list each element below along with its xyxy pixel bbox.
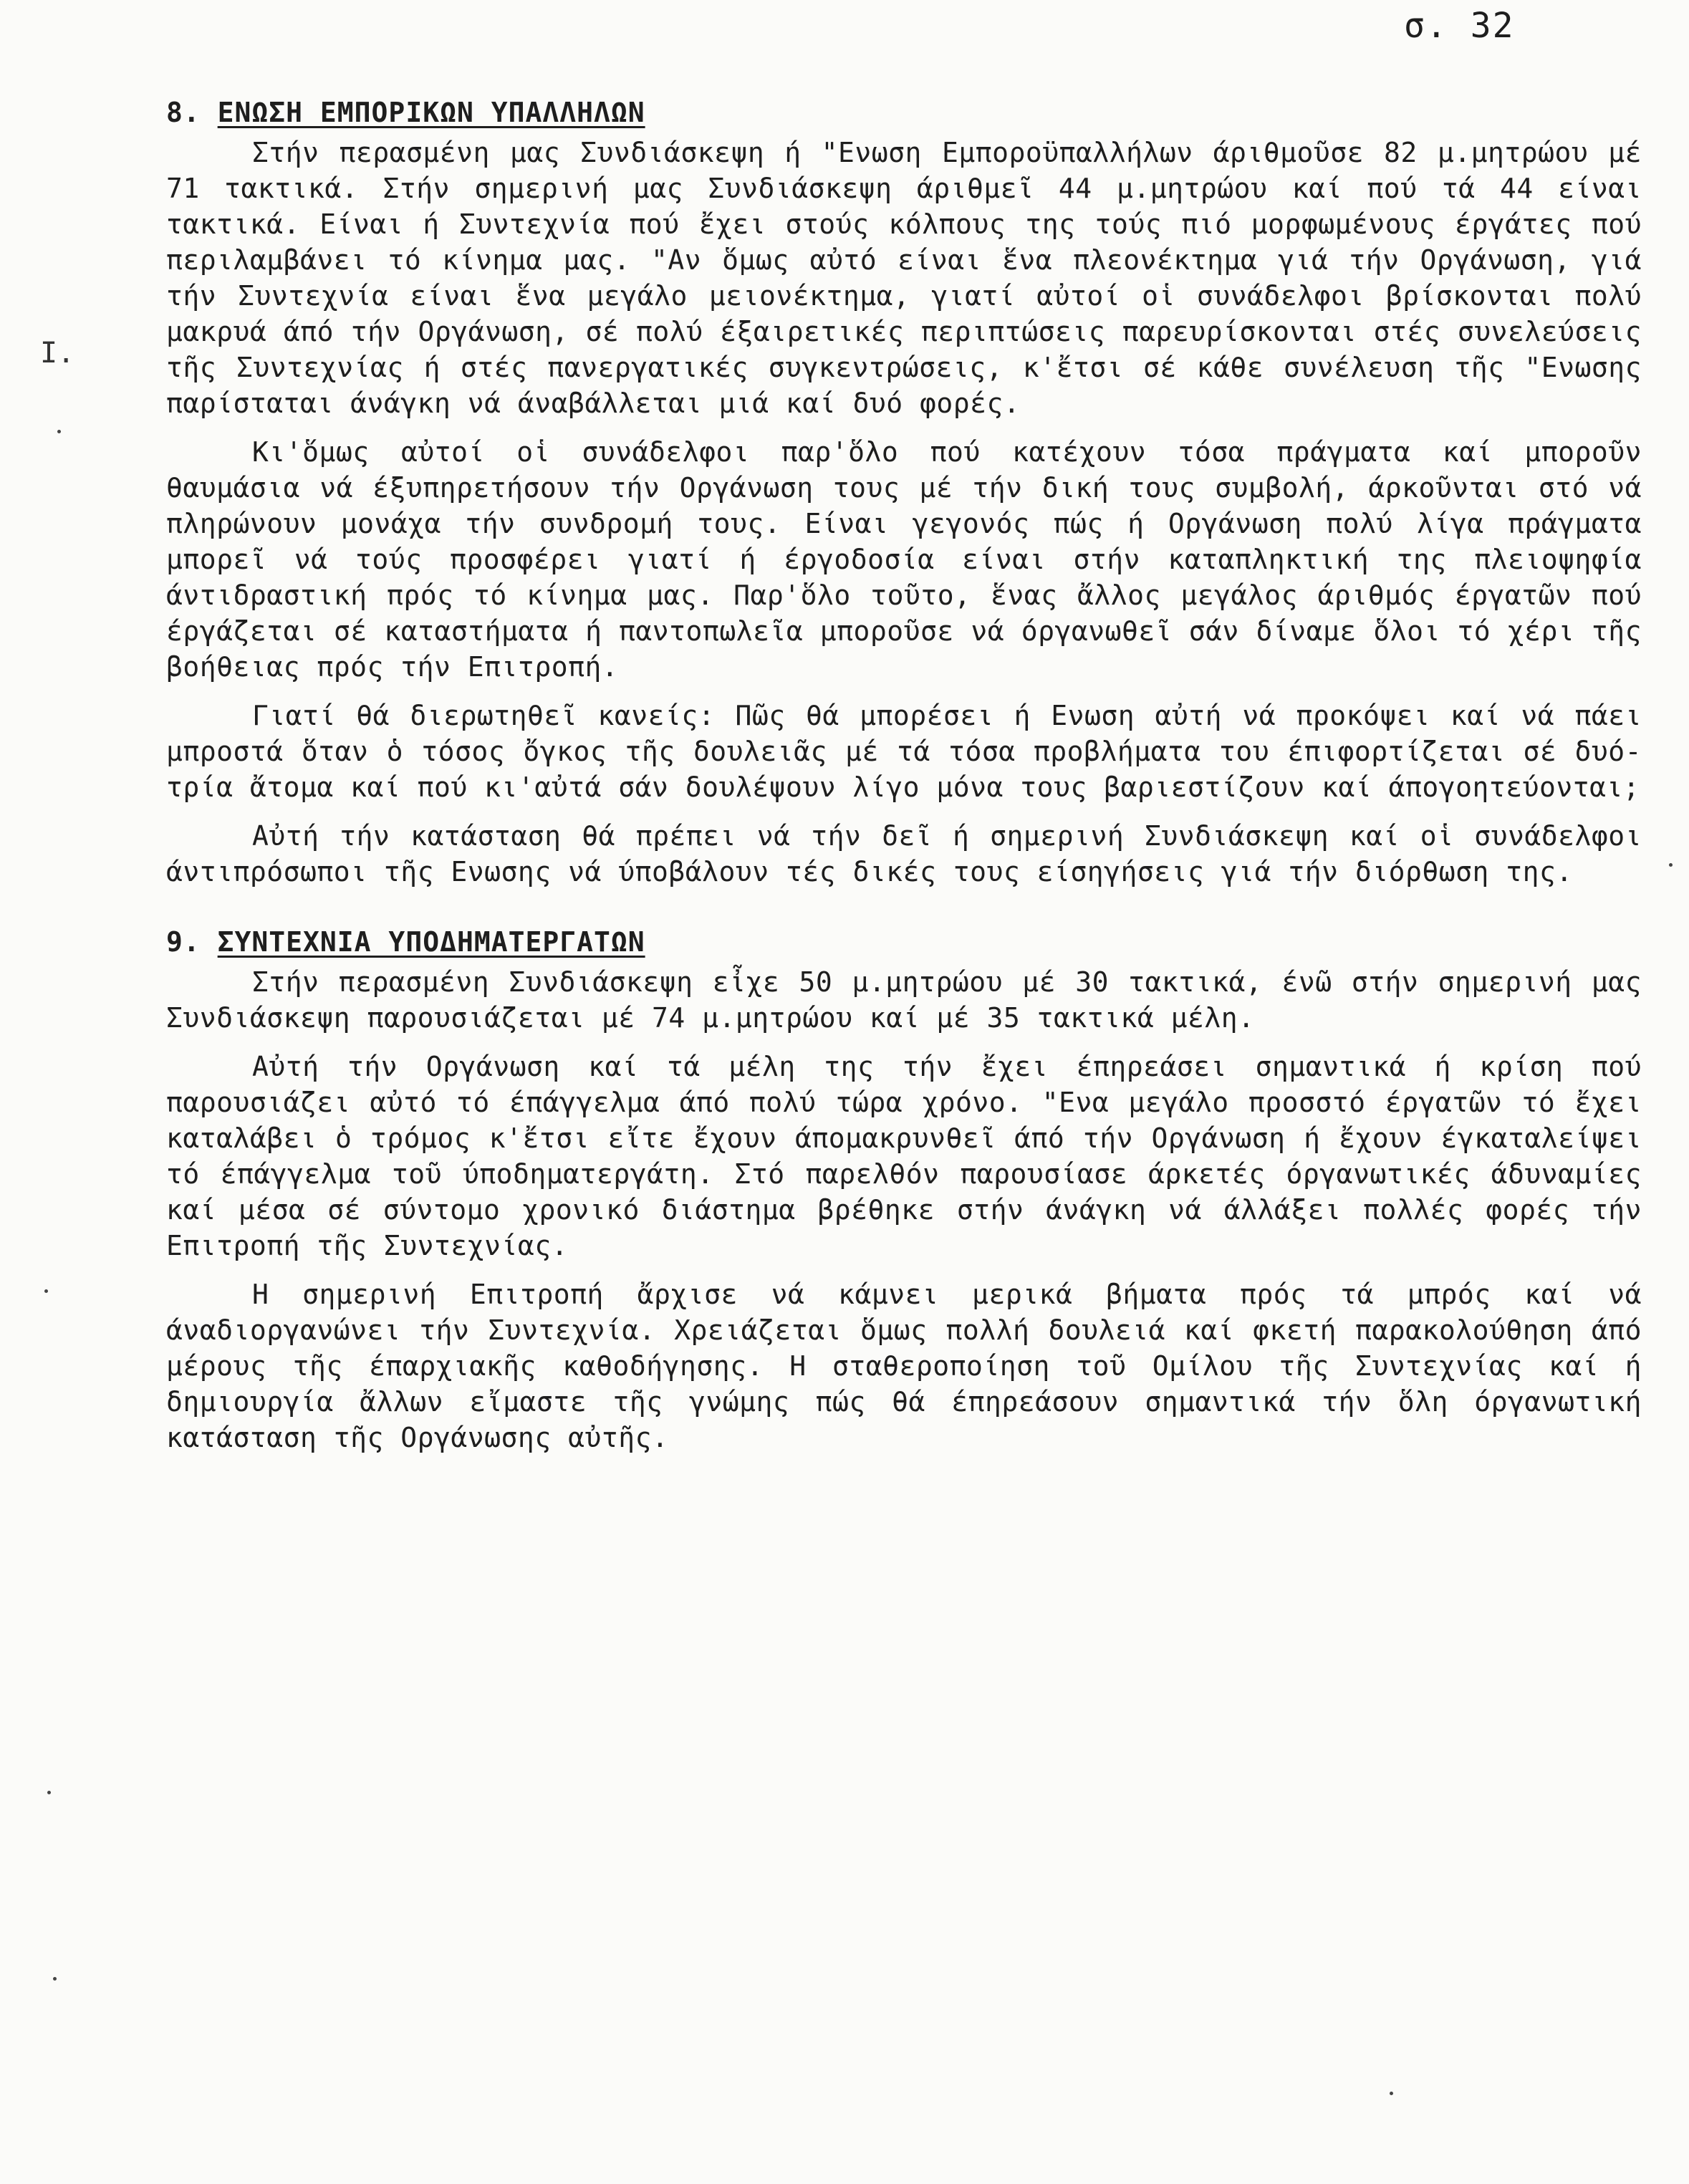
page-number: σ. 32 — [1404, 6, 1515, 46]
document-body — [166, 92, 1642, 1468]
paragraph: Στήν περασμένη μας Συνδιάσκεψη ή "Ενωση Εμποροϋπαλλήλων άριθμοῦσε 82 μ.μητρώου μέ 71 τακτικά. Στήν σημερινή μας Συνδιάσκεψη άριθμεῖ 44 μ.μητρώου καί πού τά 44 είναι τακτικά. Είναι ή Συντεχνία πού ἔχει στούς κόλπους της τούς πιό μορφωμένους έργάτες πού περιλαμβάνει τό κίνημα μας. "Αν ὅμως αὐτό είναι ἕνα πλεονέκτημα γιά τήν Οργάνωση, γιά τήν Συντεχνία είναι ἕνα μεγάλο μειονέκτημα, γιατί αὐτοί οἱ συνάδελφοι βρίσκονται πολύ μακρυά άπό τήν Οργάνωση, σέ πολύ έξαιρετικές περιπτώσεις παρευρίσκονται στές συνελεύσεις τῆς Συντεχνίας ή στές πανεργατικές συγκεντρώσεις, κ'ἔτσι σέ κάθε συνέλευση τῆς "Ενωσης παρίσταται άνάγκη νά άναβάλλεται μιά καί δυό φορές. — [166, 137, 1642, 419]
paragraph: Αὐτή τήν Οργάνωση καί τά μέλη της τήν ἔχει έπηρεάσει σημαντικά ή κρίση πού παρουσιάζει αὐτό τό έπάγγελμα άπό πολύ τώρα χρόνο. "Ενα μεγάλο προσστό έργατῶν τό ἔχει καταλάβει ὁ τρόμος κ'ἔτσι εἴτε ἔχουν άπομακρυνθεῖ άπό τήν Οργάνωση ή ἔχουν έγκαταλείψει τό έπάγγελμα τοῦ ύποδηματεργάτη. Στό παρελθόν παρουσίασε άρκετές όργανωτικές άδυναμίες καί μέσα σέ σύντομο χρονικό διάστημα βρέθηκε στήν άνάγκη νά άλλάξει πολλές φορές τήν Επιτροπή τῆς Συντεχνίας. — [166, 1051, 1642, 1261]
section-9 — [166, 921, 1642, 1456]
paragraph: Στήν περασμένη Συνδιάσκεψη εἶχε 50 μ.μητρώου μέ 30 τακτικά, ένῶ στήν σημερινή μας Συνδιάσκεψη παρουσιάζεται μέ 74 μ.μητρώου καί μέ 35 τακτικά μέλη. — [166, 966, 1642, 1034]
section-title: ΕΝΩΣΗ ΕΜΠΟΡΙΚΩΝ ΥΠΑΛΛΗΛΩΝ — [217, 97, 645, 128]
speck — [1390, 2092, 1393, 2095]
section-number: 9. — [166, 926, 201, 958]
section-title: ΣΥΝΤΕΧΝΙΑ ΥΠΟΔΗΜΑΤΕΡΓΑΤΩΝ — [217, 926, 645, 958]
speck — [44, 1289, 48, 1293]
speck — [47, 1791, 51, 1794]
speck — [57, 430, 61, 433]
speck — [53, 1977, 57, 1981]
left-margin-mark: Ι. — [40, 337, 75, 370]
paragraph: Αὐτή τήν κατάσταση θά πρέπει νά τήν δεῖ ή σημερινή Συνδιάσκεψη καί οἱ συνάδελφοι άντιπρόσωποι τῆς Ενωσης νά ύποβάλουν τές δικές τους είσηγήσεις γιά τήν διόρθωση της. — [166, 820, 1642, 887]
paragraph: Γιατί θά διερωτηθεῖ κανείς: Πῶς θά μπορέσει ή Ενωση αὐτή νά προκόψει καί νά πάει μπροστά ὅταν ὁ τόσος ὄγκος τῆς δουλειᾶς μέ τά τόσα προβλήματα του έπιφορτίζεται σέ δυό-τρία ἄτομα καί πού κι'αὐτά σάν δουλέψουν λίγο μόνα τους βαριεστίζουν καί άπογοητεύονται; — [166, 700, 1642, 803]
speck — [1669, 863, 1673, 867]
section-8 — [166, 92, 1642, 890]
section-heading — [166, 92, 1642, 133]
paragraph: Η σημερινή Επιτροπή ἄρχισε νά κάμνει μερικά βήματα πρός τά μπρός καί νά άναδιοργανώνει τήν Συντεχνία. Χρειάζεται ὅμως πολλή δουλειά καί φκετή παρακολούθηση άπό μέρους τῆς έπαρχιακῆς καθοδήγησης. Η σταθεροποίηση τοῦ Ομίλου τῆς Συντεχνίας καί ή δημιουργία ἄλλων εἴμαστε τῆς γνώμης πώς θά έπηρεάσουν σημαντικά τήν ὅλη όργανωτική κατάσταση τῆς Οργάνωσης αὐτῆς. — [166, 1279, 1642, 1453]
section-number: 8. — [166, 97, 201, 128]
paragraph: Κι'ὅμως αὐτοί οἱ συνάδελφοι παρ'ὅλο πού κατέχουν τόσα πράγματα καί μποροῦν θαυμάσια νά έξυπηρετήσουν τήν Οργάνωση τους μέ τήν δική τους συμβολή, άρκοῦνται στό νά πληρώνουν μονάχα τήν συνδρομή τους. Είναι γεγονός πώς ή Οργάνωση πολύ λίγα πράγματα μπορεῖ νά τούς προσφέρει γιατί ή έργοδοσία είναι στήν καταπληκτική της πλειοψηφία άντιδραστική πρός τό κίνημα μας. Παρ'ὅλο τοῦτο, ἕνας ἄλλος μεγάλος άριθμός έργατῶν πού έργάζεται σέ καταστήματα ή παντοπωλεῖα μποροῦσε νά όργανωθεῖ σάν δίναμε ὅλοι τό χέρι τῆς βοήθειας πρός τήν Επιτροπή. — [166, 436, 1642, 683]
section-heading — [166, 921, 1642, 963]
